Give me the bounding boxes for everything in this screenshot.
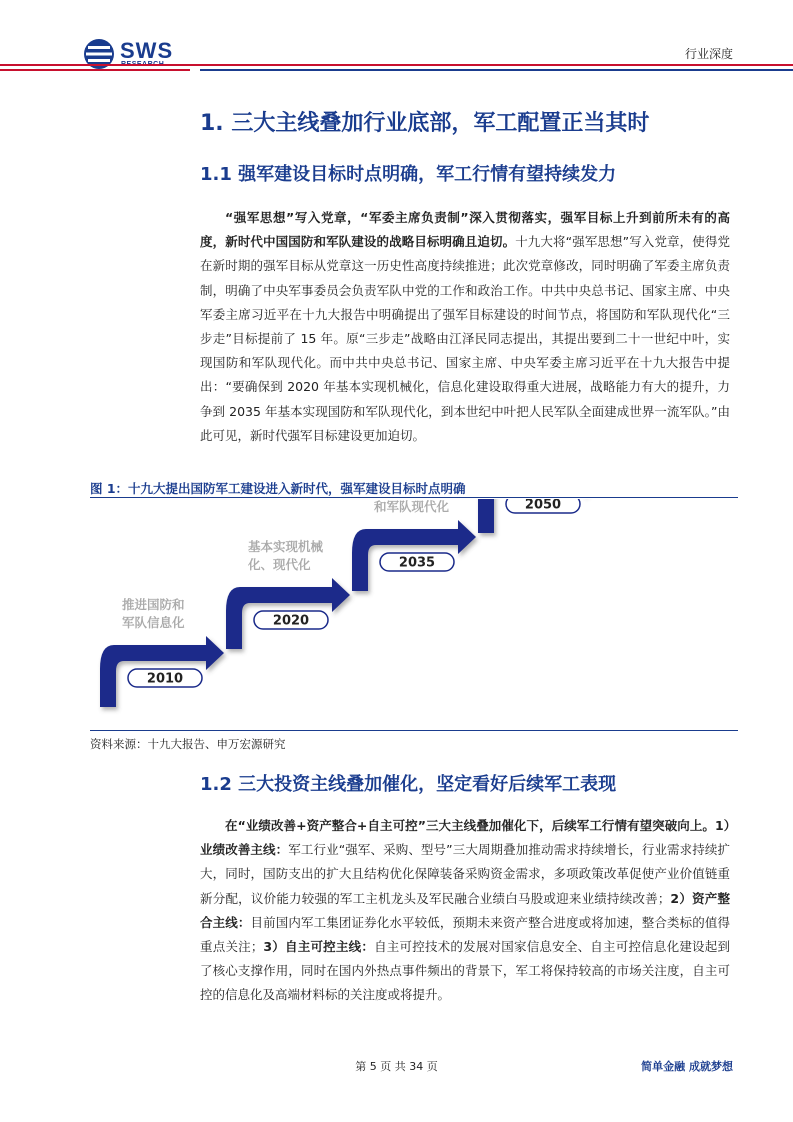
milestone-label-2-line-2: 化、现代化	[248, 557, 311, 572]
mainline-2-text: 目前国内军工集团证券化水平较低，预期未来资产整合进度或将加速，整合类标的值得重点关注；	[200, 914, 730, 955]
header-divider-blue	[200, 69, 793, 71]
year-label-4: 2050	[524, 499, 562, 513]
staircase-diagram	[90, 499, 738, 729]
section-1-title: 1. 三大主线叠加行业底部，军工配置正当其时	[200, 111, 650, 136]
milestone-label-1-line-2: 军队信息化	[122, 615, 185, 630]
mainline-1-label: 1）业绩改善主线：	[200, 818, 730, 858]
section-1-1-paragraph	[200, 206, 730, 448]
section-1-2-paragraph	[200, 814, 730, 1008]
section-1-1-title: 1.1 强军建设目标时点明确，军工行情有望持续发力	[200, 164, 617, 185]
mainline-3-text: 自主可控技术的发展对国家信息安全、自主可控信息化建设起到了核心支撑作用，同时在国内外热点事件频出的背景下，军工将保持较高的市场关注度，自主可控的信息化及高端材料标的关注度或将提升。	[200, 939, 730, 1003]
mainline-3-label: 3）自主可控主线：	[263, 939, 375, 955]
year-label-2: 2020	[272, 613, 310, 629]
milestone-label-3-line-2: 和军队现代化	[374, 499, 450, 514]
section-1-2-title: 1.2 三大投资主线叠加催化，坚定看好后续军工表现	[200, 774, 617, 795]
milestone-label-2-line-1: 基本实现机械	[248, 539, 324, 554]
page-number: 第 5 页 共 34 页	[355, 1060, 438, 1073]
header-divider-red-lower	[0, 69, 190, 71]
year-label-3: 2035	[398, 555, 436, 571]
figure-bottom-rule	[90, 730, 738, 731]
milestone-label-1-line-1: 推进国防和	[122, 597, 185, 612]
figure-1-title: 图 1：十九大提出国防军工建设进入新时代，强军建设目标时点明确	[90, 481, 466, 496]
brand-name: SWS	[120, 38, 174, 63]
figure-top-rule	[90, 497, 738, 498]
section-1-1-lead: “强军思想”写入党章，“军委主席负责制”深入贯彻落实，强军目标上升到前所未有的高度，新时代中国国防和军队建设的战略目标明确且迫切。	[200, 210, 730, 250]
figure-source: 资料来源：十九大报告、申万宏源研究	[90, 737, 286, 751]
header-divider-red	[0, 64, 793, 66]
section-1-2-lead: 在“业绩改善+资产整合+自主可控”三大主线叠加催化下，后续军工行情有望突破向上。	[225, 818, 715, 833]
report-type-label: 行业深度	[684, 47, 733, 61]
mainline-1-text: 军工行业“强军、采购、型号”三大周期叠加推动需求持续增长，行业需求持续扩大，同时，国防支出的扩大且结构优化保障装备采购资金需求，多项政策改革促使产业价值链重新分配，议价能力较强的军工主机龙头及军民融合业绩白马股或迎来业绩持续改善；	[200, 842, 730, 906]
year-label-1: 2010	[146, 671, 184, 687]
mainline-2-label: 2）资产整合主线：	[200, 890, 730, 930]
footer-slogan: 简单金融 成就梦想	[641, 1060, 733, 1073]
section-1-1-body: 十九大将“强军思想”写入党章，使得党在新时期的强军目标从党章这一历史性高度持续推进；此次党章修改，同时明确了军委主席负责制，明确了中央军事委员会负责军队中党的工作和政治工作。中共中央总书记、国家主席、中央军委主席习近平在十九大报告中明确提出了强军目标建设的时间节点，将国防和军队现代化“三步走”目标提前了 15 年。原“三步走”战略由江泽民同志提出，其提出要到二十一世纪中叶，实现国防和军队现代化。而中共中央总书记、国家主席、中央军委主席习近平在十九大报告中提出：“要确保到 2020 年基本实现机械化，信息化建设取得重大进展，战略能力有大的提升，力争到 2035 年基本实现国防和军队现代化，到本世纪中叶把人民军队全面建成世界一流军队。”由此可见，新时代强军目标建设更加迫切。	[200, 234, 730, 443]
